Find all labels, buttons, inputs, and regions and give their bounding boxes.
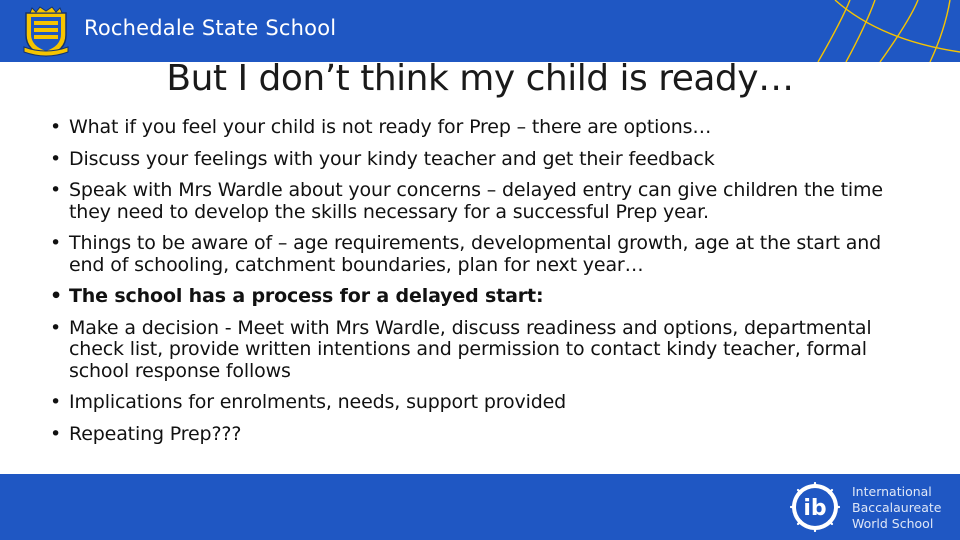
bullet-text: The school has a process for a delayed start: (69, 285, 544, 307)
bullet-item (50, 286, 910, 308)
ib-line: Baccalaureate (852, 500, 942, 515)
bullet-item (50, 117, 910, 139)
ib-line: International (852, 484, 932, 499)
school-crest-icon (22, 5, 70, 57)
bullet-text: Things to be aware of – age requirements, developmental growth, age at the start and end of schooling, catchment boundaries, plan for next year… (69, 232, 882, 276)
bullet-item (50, 424, 910, 446)
school-name: Rochedale State School (84, 16, 337, 40)
bullet-marker: • (50, 391, 62, 413)
bullet-item (50, 233, 910, 276)
bullet-text: Repeating Prep??? (69, 422, 242, 445)
bullet-text: Discuss your feelings with your kindy teacher and get their feedback (69, 147, 715, 170)
bullet-item (50, 149, 910, 171)
ib-logo-icon (790, 482, 840, 532)
bullet-list (50, 117, 910, 455)
bullet-marker: • (50, 147, 62, 170)
bullet-item (50, 318, 910, 383)
bullet-marker: • (50, 179, 62, 201)
bullet-item (50, 392, 910, 414)
bullet-text: Speak with Mrs Wardle about your concerns – delayed entry can give children the time they need to develop the skills necessary for a successful Prep year. (69, 179, 883, 223)
bullet-marker: • (50, 316, 62, 339)
bullet-marker: • (50, 116, 62, 138)
slide-title: But I don’t think my child is ready… (166, 58, 794, 99)
bullet-text: What if you feel your child is not ready for Prep – there are options… (69, 116, 712, 138)
bullet-text: Implications for enrolments, needs, support provided (69, 391, 567, 413)
ib-logo-text: ib (803, 496, 827, 521)
header-bar (0, 0, 960, 62)
bullet-marker: • (50, 232, 62, 254)
bullet-item (50, 180, 910, 223)
ib-line: World School (852, 516, 934, 531)
bullet-text: Make a decision - Meet with Mrs Wardle, discuss readiness and options, departmental check list, provide written intentions and permission to contact kindy teacher, formal school response follows (69, 316, 872, 382)
bullet-marker: • (50, 285, 62, 307)
bullet-marker: • (50, 422, 62, 445)
ib-organization-name (852, 484, 942, 532)
